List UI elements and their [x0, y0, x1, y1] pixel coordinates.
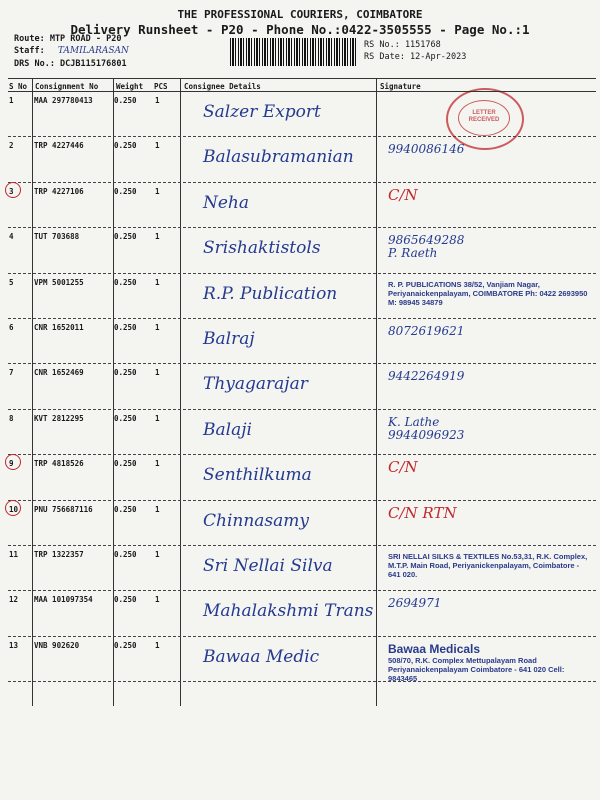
row-sno: 9: [9, 459, 14, 469]
row-signature: [388, 185, 593, 204]
col-header-signature: Signature: [380, 82, 421, 91]
barcode: [230, 38, 358, 66]
table-row: [8, 183, 596, 228]
row-sno: 7: [9, 368, 14, 378]
row-pcs: 1: [155, 277, 160, 287]
signature-text: C/N: [388, 458, 418, 477]
row-pcs: 1: [155, 459, 160, 469]
row-weight: 0.250: [114, 323, 137, 332]
signature-text-2: P. Raeth: [388, 246, 438, 261]
table-row: [8, 274, 596, 319]
signature-text: 9442264919: [388, 369, 465, 384]
row-weight: 0.250: [114, 368, 137, 378]
signature-stamp: SRI NELLAI SILKS & TEXTILES No.53,31, R.K. Complex, M.T.P. Main Road, Periyanickenpalayam, Coimbatore - 641 020.: [388, 552, 588, 579]
col-header-pcs: PCS: [154, 82, 168, 91]
row-weight: 0.250: [114, 96, 137, 105]
row-sno: 13: [9, 640, 19, 650]
row-signature: [388, 458, 593, 477]
row-consignment-no: KVT 2812295: [34, 413, 84, 423]
signature-text-2: 9944096923: [388, 427, 465, 442]
row-weight: 0.250: [114, 504, 137, 514]
row-pcs: 1: [155, 368, 160, 378]
table-row: [8, 92, 596, 137]
row-consignment-no: TRP 4227446: [34, 141, 84, 151]
row-signature: [388, 552, 593, 579]
signature-text: 2694971: [388, 596, 442, 611]
row-consignee-handwritten: R.P. Publication: [203, 283, 338, 304]
row-consignment-no: CNR 1652011: [34, 323, 84, 332]
row-pcs: 1: [155, 413, 160, 423]
col-header-weight: Weight: [116, 82, 144, 91]
row-signature: [388, 143, 593, 156]
table-row: [8, 501, 596, 546]
rs-number: RS No.: 1151768: [364, 40, 441, 50]
row-sno: 11: [9, 550, 19, 559]
row-weight: 0.250: [114, 186, 137, 196]
row-signature: [388, 280, 593, 307]
row-consignment-no: VNB 902620: [34, 640, 80, 650]
table-row: [8, 455, 596, 500]
row-consignee-handwritten: Srishaktistols: [203, 238, 321, 259]
row-pcs: 1: [155, 504, 160, 514]
row-signature: [388, 234, 593, 260]
row-pcs: 1: [155, 186, 160, 196]
row-consignment-no: MAA 101097354: [34, 595, 93, 605]
signature-stamp-title: Bawaa Medicals: [388, 641, 481, 656]
row-weight: 0.250: [114, 277, 137, 287]
row-sno: 3: [9, 186, 14, 196]
row-consignee-handwritten: Balasubramanian: [203, 147, 354, 168]
row-signature: [388, 370, 593, 383]
row-signature: [388, 416, 593, 442]
table-row: [8, 410, 596, 455]
rs-date: RS Date: 12-Apr-2023: [364, 52, 467, 62]
row-signature: [388, 325, 593, 338]
signature-stamp: R. P. PUBLICATIONS 38/52, Vanjiam Nagar, Periyanaickenpalayam, COIMBATORE Ph: 0422 2693950 M: 98945 34879: [388, 279, 588, 307]
row-consignment-no: PNU 756687116: [34, 504, 93, 514]
row-consignee-handwritten: Mahalakshmi Trans: [203, 601, 374, 622]
row-pcs: 1: [155, 232, 160, 242]
row-sno: 8: [9, 413, 14, 423]
row-sno: 12: [9, 595, 19, 605]
received-stamp-text: LETTER RECEIVED: [468, 110, 500, 123]
row-weight: 0.250: [114, 595, 137, 605]
col-header-consignee: Consignee Details: [184, 82, 261, 91]
row-pcs: 1: [155, 323, 160, 332]
row-consignee-handwritten: Balaji: [203, 419, 252, 440]
row-sno: 10: [9, 504, 19, 514]
row-consignee-handwritten: Thyagarajar: [203, 374, 308, 395]
row-sno: 5: [9, 277, 14, 287]
row-pcs: 1: [155, 595, 160, 605]
drs-number: DRS No.: DCJB115176801: [14, 59, 127, 69]
table-row: [8, 546, 596, 591]
row-consignment-no: TUT 703688: [34, 232, 80, 242]
row-pcs: 1: [155, 141, 160, 151]
row-consignee-handwritten: Bawaa Medic: [203, 646, 320, 667]
row-signature: [388, 643, 593, 683]
signature-text: C/N: [388, 185, 418, 204]
table-row: [8, 591, 596, 636]
row-weight: 0.250: [114, 640, 137, 650]
row-sno: 2: [9, 141, 14, 151]
signature-stamp: 508/70, R.K. Complex Mettupalayam Road Periyanaickenpalayam Coimbatore - 641 020 Cell: 9843465: [388, 655, 565, 683]
col-header-consignment: Consignment No: [35, 82, 99, 91]
company-title: THE PROFESSIONAL COURIERS, COIMBATORE: [177, 8, 423, 21]
row-weight: 0.250: [114, 550, 137, 559]
row-weight: 0.250: [114, 459, 137, 469]
signature-text: 9940086146: [388, 142, 465, 157]
row-weight: 0.250: [114, 141, 137, 151]
row-weight: 0.250: [114, 413, 137, 423]
row-weight: 0.250: [114, 232, 137, 242]
signature-text: C/N RTN: [388, 503, 457, 522]
row-sno: 1: [9, 96, 14, 105]
staff-label: [14, 46, 129, 56]
row-sno: 6: [9, 323, 14, 332]
row-consignment-no: TRP 4227106: [34, 186, 84, 196]
row-consignment-no: MAA 297780413: [34, 96, 93, 105]
signature-text: K. Lathe: [388, 414, 440, 429]
row-consignee-handwritten: Salzer Export: [203, 102, 321, 122]
col-header-sno: S No: [9, 82, 28, 91]
signature-text: 9865649288: [388, 233, 465, 248]
row-sno: 4: [9, 232, 14, 242]
table-row: [8, 364, 596, 409]
row-consignment-no: TRP 1322357: [34, 550, 84, 559]
row-consignee-handwritten: Chinnasamy: [203, 510, 310, 531]
row-signature: [388, 503, 593, 522]
row-consignment-no: CNR 1652469: [34, 368, 84, 378]
row-consignee-handwritten: Neha: [203, 192, 250, 213]
staff-name: TAMILARASAN: [57, 46, 129, 56]
signature-text: 8072619621: [388, 324, 465, 338]
row-consignment-no: VPM 5001255: [34, 277, 84, 287]
runsheet-subtitle: Delivery Runsheet - P20 - Phone No.:0422-3505555 - Page No.:1: [70, 22, 530, 37]
runsheet-table: [8, 78, 596, 706]
table-row: [8, 228, 596, 273]
staff-caption: Staff:: [14, 46, 45, 56]
row-pcs: 1: [155, 96, 160, 105]
route-label: Route: MTP ROAD - P20: [14, 34, 122, 44]
row-pcs: 1: [155, 550, 160, 559]
row-consignee-handwritten: Balraj: [203, 329, 255, 349]
table-row: [8, 137, 596, 182]
row-consignee-handwritten: Sri Nellai Silva: [203, 556, 333, 576]
table-row: [8, 637, 596, 682]
row-consignment-no: TRP 4818526: [34, 459, 84, 469]
row-pcs: 1: [155, 640, 160, 650]
table-row: [8, 319, 596, 364]
row-signature: [388, 597, 593, 610]
row-consignee-handwritten: Senthilkuma: [203, 465, 312, 486]
